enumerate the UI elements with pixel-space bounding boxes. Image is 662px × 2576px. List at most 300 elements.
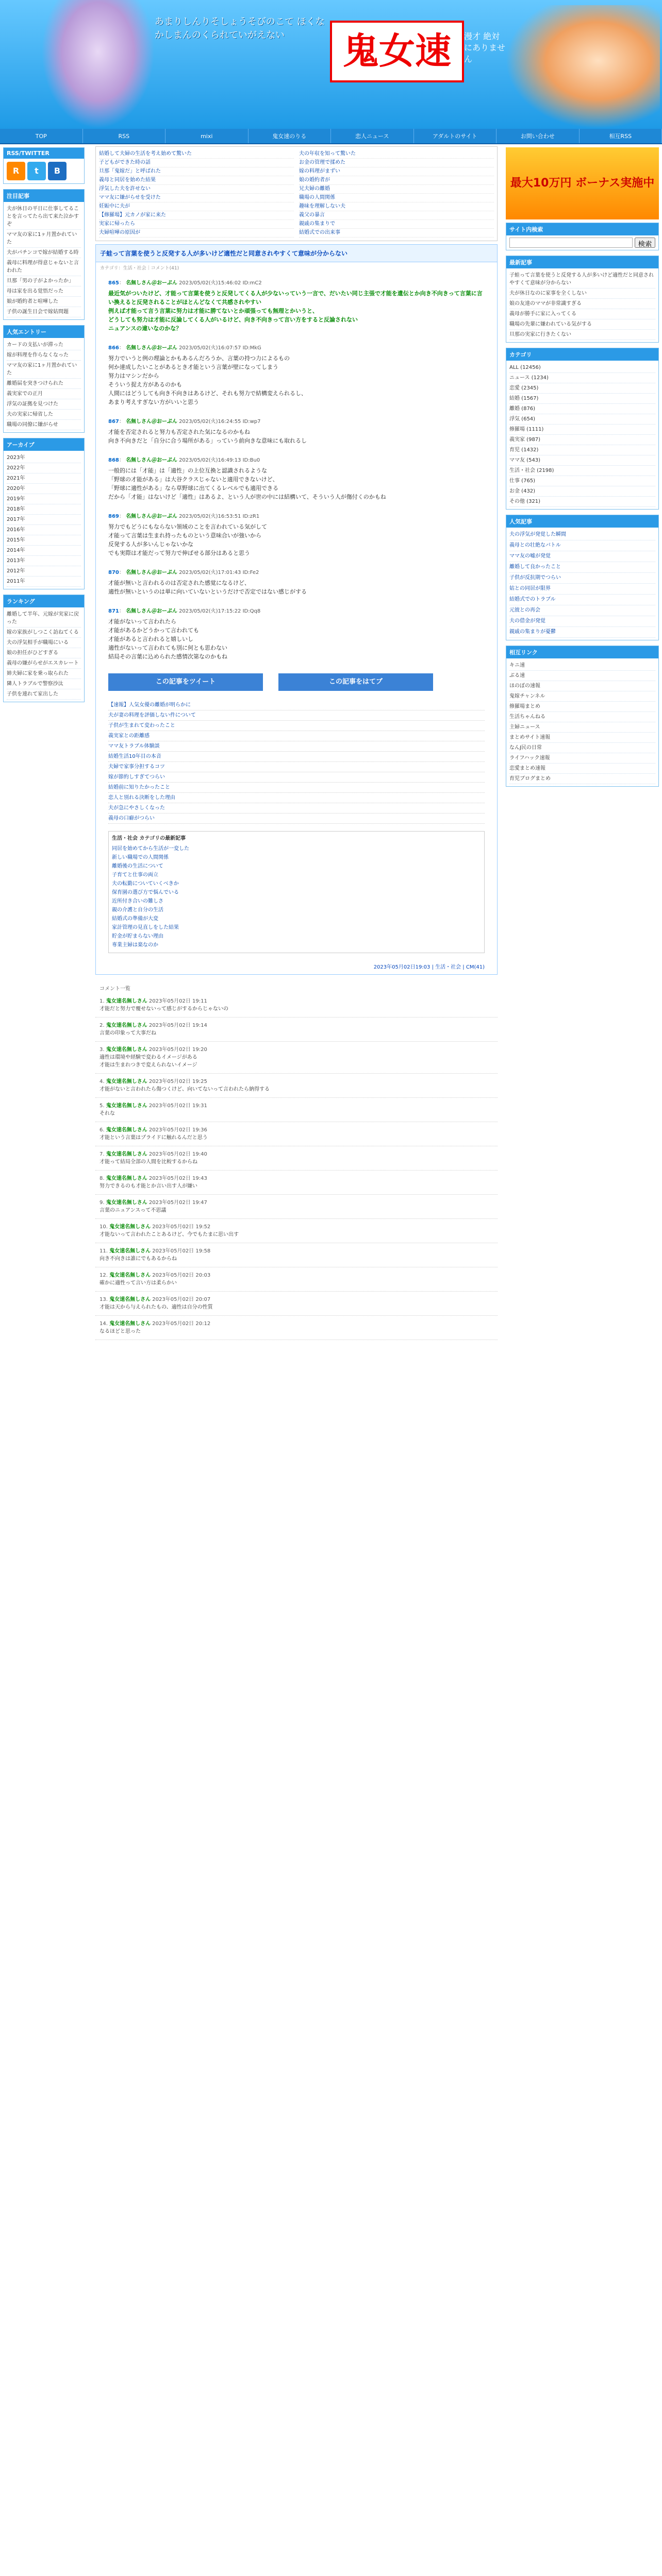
related-item[interactable]: 義母の口癖がつらい [108, 814, 485, 824]
comment-number: 6 [100, 1127, 103, 1133]
post [96, 273, 497, 338]
popular-article-item[interactable]: 義母との壮絶なバトル [509, 540, 655, 551]
popular-article-item[interactable]: 夫の借金が発覚 [509, 616, 655, 627]
category-item[interactable]: 義実家 (987) [509, 435, 655, 445]
comment-author: 鬼女速名無しさん [106, 1176, 147, 1181]
recommend-item[interactable]: 家計管理の見直しをした結果 [112, 925, 179, 930]
blogroll-item[interactable]: 生活ちゃんねる [509, 712, 655, 722]
right-sidebar [503, 144, 662, 792]
header-character-left [41, 0, 155, 129]
post-header: 869： 名無しさん＠おーぷん 2023/05/02(火)16:53:51 ID:zR1 [108, 514, 260, 519]
main-nav [0, 129, 662, 144]
rss-icon[interactable]: R [7, 162, 25, 180]
blogroll-item[interactable]: 主婦ニュース [509, 722, 655, 733]
top-link[interactable]: 浮気した夫を許せない [99, 185, 294, 194]
top-link[interactable]: 義母と同居を始めた結果 [99, 176, 294, 185]
post-author: 名無しさん＠おーぷん [126, 570, 177, 575]
archive-item[interactable]: 2021年 [7, 473, 81, 484]
search-button[interactable]: 検索 [635, 238, 655, 248]
post-body: 最近気がついたけど、才能って言葉を使うと反発してくる人が少ないっていう一言で、だいたい同じ主張で才能を遺伝とか向き不向きって言葉に言い換えると反発されることがほとんどなくて共感されやすい 例えば才能って言う言葉に努力は才能に勝てないとか頑張っても無理とかいうと、 どうしても努力は才能に反論してくる人がいるけど、向き不向きって言い方をすると反論されない ニュアンスの違いなのかな？ [108, 290, 483, 332]
comment [95, 993, 498, 1018]
nav-item-top[interactable]: TOP [0, 129, 83, 143]
archive-item[interactable]: 2012年 [7, 566, 81, 577]
blogroll-item[interactable]: まとめサイト速報 [509, 733, 655, 743]
blogroll-title: 相互リンク [506, 646, 658, 658]
popular-article-item[interactable]: 姑との同居が限界 [509, 584, 655, 595]
recommend-list [112, 844, 481, 950]
search-box-title: サイト内検索 [506, 223, 658, 235]
recommend-item[interactable]: 親の介護と自分の生活 [112, 907, 163, 913]
category-item[interactable]: ALL (12456) [509, 363, 655, 373]
new-article-item[interactable]: 職場の先輩に嫌われている気がする [509, 319, 655, 330]
featured-item[interactable]: 夫がパチンコで嫁が結婚する時 [7, 248, 81, 258]
archive-item[interactable]: 2015年 [7, 535, 81, 546]
social-icons [4, 159, 84, 183]
featured-box-title: 注目記事 [4, 190, 84, 202]
related-item[interactable]: 【速報】人気女優の離婚が明らかに [108, 700, 485, 710]
comment-number: 9 [100, 1200, 103, 1206]
archive-item[interactable]: 2020年 [7, 484, 81, 494]
recommend-item[interactable]: 貯金が貯まらない理由 [112, 934, 163, 939]
popular-list [4, 338, 84, 432]
comment-header: 3. 鬼女速名無しさん 2023年05月02日 19:20 [100, 1047, 207, 1053]
ranking-item[interactable]: 夫の浮気相手が職場にいる [7, 638, 81, 648]
archive-box-title: アーカイブ [4, 438, 84, 451]
ranking-item[interactable]: 離婚して半年、元嫁が実家に戻った [7, 609, 81, 628]
comment-header: 10. 鬼女速名無しさん 2023年05月02日 19:52 [100, 1224, 211, 1230]
category-box [506, 348, 659, 510]
ranking-item[interactable]: 娘の担任がひどすぎる [7, 648, 81, 658]
twitter-icon[interactable]: t [27, 162, 46, 180]
blogroll-item[interactable]: 育児ブログまとめ [509, 774, 655, 784]
category-item[interactable]: 浮気 (654) [509, 414, 655, 425]
feed-box-title: RSS/TWITTER [4, 148, 84, 159]
comment-header: 1. 鬼女速名無しさん 2023年05月02日 19:11 [100, 998, 207, 1004]
hatena-button[interactable]: この記事をはてブ [278, 673, 433, 691]
recommend-item[interactable]: 夫の転勤についていくべきか [112, 881, 179, 887]
top-link[interactable]: 兄夫婦の離婚 [299, 185, 494, 194]
related-item[interactable]: 義実家との距離感 [108, 731, 485, 741]
comment-date: 2023年05月02日 19:43 [148, 1176, 207, 1181]
comment-text: 言葉の印象って大事だね [100, 1030, 156, 1036]
related-item[interactable]: 夫が急にやさしくなった [108, 803, 485, 814]
nav-item-rss[interactable]: RSS [83, 129, 166, 143]
posts-container [96, 273, 497, 666]
popular-article-item[interactable]: 親戚の集まりが憂鬱 [509, 627, 655, 638]
comment-header: 14. 鬼女速名無しさん 2023年05月02日 20:12 [100, 1321, 211, 1327]
new-articles-list [506, 268, 658, 342]
hatena-icon[interactable]: B [48, 162, 67, 180]
popular-item[interactable]: 義実家での正月 [7, 389, 81, 399]
search-input[interactable] [509, 238, 633, 248]
comment-author: 鬼女速名無しさん [106, 998, 147, 1004]
comments-list [95, 993, 498, 1340]
post-body: 一般的には「才能」は「適性」の上位互換と認識されるような 「野球の才能がある」は大谷クラスじゃないと適用できないけど、 「野球に適性がある」なら草野球に出てくるレベルでも適用できる だから「才能」はないけど「適性」はあるよ、という人が世の中には結構いて、そういう人が傷付くのかもね [108, 467, 386, 500]
featured-item[interactable]: 母は家を出る覚悟だった [7, 286, 81, 297]
post [96, 506, 497, 563]
category-item[interactable]: 離婚 (876) [509, 404, 655, 414]
top-link[interactable]: 妊娠中に夫が [99, 202, 294, 211]
post-body: 才能が無いと言われるのは否定された感覚になるけど、 適性が無いというのは単に向いていないというだけで否定ではない感じがする [108, 580, 307, 595]
top-links-col-2 [299, 150, 494, 238]
comment [95, 1042, 498, 1074]
post-id: ID:Qq8 [242, 608, 261, 614]
comment-author: 鬼女速名無しさん [106, 1047, 147, 1053]
featured-box [3, 189, 85, 320]
archive-list [4, 451, 84, 589]
comment-number: 13 [100, 1297, 106, 1302]
comment [95, 1316, 498, 1340]
header-tagline: あまりしんりそしょうそびのこて ほくなかしまんのくられていがえない [155, 16, 325, 41]
article-footer: 2023年05月02日19:03 | 生活・社会 | CM(41) [373, 964, 485, 970]
popular-item[interactable]: 嫁が料理を作らなくなった [7, 350, 81, 361]
archive-item[interactable]: 2017年 [7, 515, 81, 525]
post-date: 2023/05/02(火)17:01:43 [179, 570, 241, 575]
comment-text: 才能ないって言われたことあるけど、今でもたまに思い出す [100, 1232, 239, 1238]
post-author: 名無しさん＠おーぷん [126, 345, 177, 351]
ad-banner[interactable]: 最大10万円 ボーナス実施中 [506, 147, 659, 219]
post-date: 2023/05/02(火)16:53:51 [179, 514, 241, 519]
comment-text: なるほどと思った [100, 1329, 141, 1334]
popular-article-item[interactable]: ママ友の嘘が発覚 [509, 551, 655, 562]
top-link[interactable]: 親戚の集まりで [299, 220, 494, 229]
post-number: 866 [108, 345, 119, 351]
nav-item-about[interactable]: 鬼女速のりる [249, 129, 332, 143]
comment-text: 確かに適性って言い方は柔らかい [100, 1280, 177, 1286]
comment-header: 11. 鬼女速名無しさん 2023年05月02日 19:58 [100, 1248, 211, 1254]
related-item[interactable]: 結婚前に知りたかったこと [108, 783, 485, 793]
post-body: 努力でいうと例の理論とかもあるんだろうか、言葉の持つ力によるもの 何か達成したいことがあるとき才能という言葉が壁になってしまう 努力はマシンだから そういう捉え方があるのかも 人間にはどうしても向き不向きはあるけど、それも努力で結構変えられるし、 あまり考えすぎない方がいいと思う [108, 355, 307, 405]
popular-item[interactable]: カードの支払いが滞った [7, 340, 81, 350]
post-author: 名無しさん＠おーぷん [126, 608, 177, 614]
archive-item[interactable]: 2014年 [7, 546, 81, 556]
featured-item[interactable]: ママ友の家に1ヶ月置かれていた [7, 230, 81, 248]
nav-item-mutual-rss[interactable]: 相互RSS [580, 129, 662, 143]
recommend-item[interactable]: 子育てと仕事の両立 [112, 872, 158, 878]
ranking-item[interactable]: 嫁の家族がしつこく訪ねてくる [7, 628, 81, 638]
top-link[interactable]: 実家に帰ったら [99, 220, 294, 229]
top-link[interactable]: 職場の人間関係 [299, 194, 494, 202]
popular-article-item[interactable]: 夫の浮気が発覚した瞬間 [509, 530, 655, 540]
top-link[interactable]: お金の管理で揉めた [299, 159, 494, 167]
post-header: 870： 名無しさん＠おーぷん 2023/05/02(火)17:01:43 ID:Fe2 [108, 570, 259, 575]
post [96, 450, 497, 506]
comment-author: 鬼女速名無しさん [106, 1023, 147, 1028]
post-id: ID:MkG [242, 345, 261, 351]
article [95, 244, 498, 975]
featured-list [4, 202, 84, 319]
nav-item-news[interactable]: 恋人ニュース [331, 129, 414, 143]
ranking-item[interactable]: 姉夫婦に家を乗っ取られた [7, 669, 81, 679]
comment-header: 9. 鬼女速名無しさん 2023年05月02日 19:47 [100, 1200, 207, 1206]
comments-heading: コメント一覧 [100, 986, 130, 992]
popular-item[interactable]: 職場の同僚に嫌がらせ [7, 420, 81, 430]
ranking-list [4, 607, 84, 702]
comment-number: 5 [100, 1103, 103, 1109]
category-item[interactable]: 育児 (1432) [509, 445, 655, 455]
post-header: 866： 名無しさん＠おーぷん 2023/05/02(火)16:07:57 ID:MkG [108, 345, 261, 351]
archive-item[interactable]: 2018年 [7, 504, 81, 515]
comment-author: 鬼女速名無しさん [106, 1200, 147, 1206]
popular-box [3, 325, 85, 433]
top-link[interactable]: 趣味を理解しない夫 [299, 202, 494, 211]
recommend-item[interactable]: 保育園の選び方で悩んでいる [112, 890, 179, 895]
main-column [95, 144, 498, 1340]
comment-header: 7. 鬼女速名無しさん 2023年05月02日 19:40 [100, 1151, 207, 1157]
blogroll-box [506, 646, 659, 787]
new-article-item[interactable]: 旦那の実家に行きたくない [509, 330, 655, 340]
post-id: ID:Fe2 [242, 570, 259, 575]
blogroll-item[interactable]: ぶる速 [509, 671, 655, 681]
comment-header: 12. 鬼女速名無しさん 2023年05月02日 20:03 [100, 1273, 211, 1278]
comment [95, 1018, 498, 1042]
blogroll-item[interactable]: ほのぼの速報 [509, 681, 655, 691]
left-sidebar [0, 144, 88, 707]
popular-article-item[interactable]: 元彼との再会 [509, 605, 655, 616]
post-date: 2023/05/02(火)17:15:22 [179, 608, 241, 614]
popular-item[interactable]: 夫の実家に帰省した [7, 410, 81, 420]
comment-author: 鬼女速名無しさん [106, 1079, 147, 1084]
popular-articles-title: 人気記事 [506, 515, 658, 528]
top-link[interactable]: 結婚して夫婦の生活を考え始めて驚いた [99, 150, 294, 159]
comment-date: 2023年05月02日 19:25 [148, 1079, 207, 1084]
comment-text: 努力できるのも才能とか言い出す人が嫌い [100, 1183, 197, 1189]
recommend-item[interactable]: 新しい職場での人間関係 [112, 855, 169, 860]
post-header: 867： 名無しさん＠おーぷん 2023/05/02(火)16:24:55 ID:wp7 [108, 419, 261, 425]
top-link[interactable]: 娘の婚約者が [299, 176, 494, 185]
comment [95, 1195, 498, 1219]
new-article-item[interactable]: 義母が勝手に家に入ってくる [509, 309, 655, 319]
blogroll-item[interactable]: キニ速 [509, 660, 655, 671]
comment-date: 2023年05月02日 19:31 [148, 1103, 207, 1109]
top-link[interactable]: 義父の暴言 [299, 211, 494, 220]
comment-date: 2023年05月02日 19:47 [148, 1200, 207, 1206]
post-number: 867 [108, 419, 119, 425]
comment-date: 2023年05月02日 20:07 [152, 1297, 211, 1302]
post [96, 412, 497, 450]
post-id: ID:zR1 [242, 514, 260, 519]
recommend-item[interactable]: 専業主婦は楽なのか [112, 942, 158, 948]
category-item[interactable]: その他 (321) [509, 497, 655, 507]
related-item[interactable]: 子供が生まれて変わったこと [108, 721, 485, 731]
article-title[interactable]: 子蛙って言葉を使うと反発する人が多いけど適性だと同意されやすくて意味が分からない [96, 245, 497, 262]
popular-item[interactable]: 浮気の証拠を見つけた [7, 399, 81, 410]
category-item[interactable]: 恋愛 (2345) [509, 383, 655, 394]
featured-item[interactable]: 娘が婚約者と喧嘩した [7, 297, 81, 307]
blogroll-item[interactable]: 恋愛まとめ速報 [509, 764, 655, 774]
comment [95, 1267, 498, 1292]
comment-header: 13. 鬼女速名無しさん 2023年05月02日 20:07 [100, 1297, 211, 1302]
ranking-item[interactable]: 隣人トラブルで警察沙汰 [7, 679, 81, 689]
comment [95, 1171, 498, 1195]
comment [95, 1292, 498, 1316]
archive-item[interactable]: 2013年 [7, 556, 81, 566]
share-buttons [96, 666, 497, 698]
post-date: 2023/05/02(火)15:46:02 [179, 280, 241, 286]
comment-number: 4 [100, 1079, 103, 1084]
related-item[interactable]: 夫が妻の料理を評価しない件について [108, 710, 485, 721]
ranking-item[interactable]: 義母の嫌がらせがエスカレート [7, 658, 81, 669]
recommend-box [108, 831, 485, 953]
popular-box-title: 人気エントリー [4, 326, 84, 338]
blogroll-item[interactable]: 鬼嫁チャンネル [509, 691, 655, 702]
comment [95, 1219, 498, 1243]
related-item[interactable]: 夫婦で家事分担するコツ [108, 762, 485, 772]
archive-item[interactable]: 2016年 [7, 525, 81, 535]
related-item[interactable]: 結婚生活10年目の本音 [108, 752, 485, 762]
new-article-item[interactable]: 夫が休日なのに家事を全くしない [509, 289, 655, 299]
post-header: 865： 名無しさん＠おーぷん 2023/05/02(火)15:46:02 ID:mC2 [108, 280, 262, 286]
blogroll-item[interactable]: なんJ民の日常 [509, 743, 655, 753]
comment-author: 鬼女速名無しさん [109, 1224, 151, 1230]
comment-author: 鬼女速名無しさん [109, 1321, 151, 1327]
new-article-item[interactable]: 子蛙って言葉を使うと反発する人が多いけど適性だと同意されやすくて意味が分からない [509, 270, 655, 289]
post-date: 2023/05/02(火)16:24:55 [179, 419, 241, 425]
header-character-right [505, 5, 660, 129]
comment-text: 才能だと努力で覆せないって感じがするからじゃないの [100, 1006, 228, 1012]
category-item[interactable]: ママ友 (543) [509, 455, 655, 466]
popular-article-item[interactable]: 離婚して良かったこと [509, 562, 655, 573]
comment-author: 鬼女速名無しさん [106, 1127, 147, 1133]
post-body: 才能がないって言われたら 才能があるかどうかって言われても 才能があると言われると嬉しいし 適性がないって言われても別に何とも思わない 結局その言葉に込められた感情次第なのかもね [108, 618, 227, 660]
featured-item[interactable]: 夫が休日の平日に仕事してることを言ってたら出て来た泣かすぞ [7, 204, 81, 230]
recommend-item[interactable]: 離婚後の生活について [112, 863, 163, 869]
post-number: 868 [108, 457, 119, 463]
comment-date: 2023年05月02日 19:11 [148, 998, 207, 1004]
popular-articles-list [506, 528, 658, 640]
search-box [506, 223, 659, 250]
new-article-item[interactable]: 娘の友達のママが非常識すぎる [509, 299, 655, 309]
post-body: 努力でもどうにもならない領域のことを言われている気がして 才能って言葉は生まれ持ったものという意味合いが強いから 反発する人が多いんじゃないかな でも実際は才能だって努力で伸ばせる部分はあると思う [108, 523, 267, 556]
recommend-item[interactable]: 結婚式の準備が大変 [112, 916, 158, 922]
tweet-button[interactable]: この記事をツイート [108, 673, 263, 691]
comment-header: 5. 鬼女速名無しさん 2023年05月02日 19:31 [100, 1103, 207, 1109]
category-list [506, 361, 658, 509]
comment-text: 才能は天から与えられたもの、適性は自分の性質 [100, 1304, 213, 1310]
comment-number: 7 [100, 1151, 103, 1157]
popular-articles-box [506, 515, 659, 640]
nav-item-mixi[interactable]: mixi [166, 129, 249, 143]
comment [95, 1243, 498, 1267]
category-item[interactable]: ニュース (1234) [509, 373, 655, 383]
recommend-item[interactable]: 同居を始めてから生活が一変した [112, 846, 189, 852]
ranking-box-title: ランキング [4, 595, 84, 607]
category-item[interactable]: 結婚 (1567) [509, 394, 655, 404]
category-item[interactable]: 修羅場 (1111) [509, 425, 655, 435]
post [96, 338, 497, 412]
category-title: カテゴリ [506, 348, 658, 361]
nav-item-contact[interactable]: お問い合わせ [496, 129, 580, 143]
post [96, 601, 497, 666]
comment-number: 2 [100, 1023, 103, 1028]
post-date: 2023/05/02(火)16:49:13 [179, 457, 241, 463]
related-item[interactable]: ママ友トラブル体験談 [108, 741, 485, 752]
post-number: 870 [108, 570, 119, 575]
post-date: 2023/05/02(火)16:07:57 [179, 345, 241, 351]
ranking-item[interactable]: 子供を連れて家出した [7, 689, 81, 700]
comment-text: 適性は環境や経験で変わるイメージがある 才能は生まれつきで変えられないイメージ [100, 1055, 197, 1068]
related-list [96, 698, 497, 826]
comment-text: それな [100, 1111, 115, 1116]
post-header: 868： 名無しさん＠おーぷん 2023/05/02(火)16:49:13 ID:Bu0 [108, 457, 260, 463]
category-item[interactable]: 仕事 (765) [509, 476, 655, 486]
post-number: 865 [108, 280, 119, 286]
popular-item[interactable]: 離婚届を突きつけられた [7, 379, 81, 389]
comment-author: 鬼女速名無しさん [109, 1297, 151, 1302]
top-links-box [95, 146, 498, 241]
archive-item[interactable]: 2023年 [7, 453, 81, 463]
top-link[interactable]: 子どもができた時の話 [99, 159, 294, 167]
ranking-box [3, 595, 85, 702]
popular-article-item[interactable]: 子供が反抗期でつらい [509, 573, 655, 584]
post-number: 871 [108, 608, 119, 614]
comment-header: 4. 鬼女速名無しさん 2023年05月02日 19:25 [100, 1079, 207, 1084]
nav-item-adult[interactable]: アダルトのサイト [414, 129, 497, 143]
comment-header: 6. 鬼女速名無しさん 2023年05月02日 19:36 [100, 1127, 207, 1133]
top-link[interactable]: 結婚式での出来事 [299, 229, 494, 238]
comment-text: 才能がないと言われたら傷つくけど、向いてないって言われたら納得する [100, 1087, 270, 1092]
post-header: 871： 名無しさん＠おーぷん 2023/05/02(火)17:15:22 ID:Qq8 [108, 608, 261, 614]
post-id: ID:Bu0 [242, 457, 260, 463]
featured-item[interactable]: 旦那「男の子がよかったか」 [7, 276, 81, 286]
top-link[interactable]: 【修羅場】元カノが家に来た [99, 211, 294, 220]
recommend-title: 生活・社会 カテゴリの最新記事 [112, 836, 186, 841]
comment-text: 向き不向きは誰にでもあるからね [100, 1256, 177, 1262]
comment [95, 1098, 498, 1122]
related-item[interactable]: 嫁が節約しすぎてつらい [108, 772, 485, 783]
comment-date: 2023年05月02日 19:40 [148, 1151, 207, 1157]
featured-item[interactable]: 義母に料理が得意じゃないと言われた [7, 258, 81, 276]
comment-author: 鬼女速名無しさん [109, 1248, 151, 1254]
category-item[interactable]: お金 (432) [509, 486, 655, 497]
archive-item[interactable]: 2022年 [7, 463, 81, 473]
post-number: 869 [108, 514, 119, 519]
archive-item[interactable]: 2011年 [7, 577, 81, 587]
comment-number: 14 [100, 1321, 106, 1327]
new-articles-box [506, 256, 659, 343]
comment-number: 3 [100, 1047, 103, 1053]
comment-date: 2023年05月02日 20:12 [152, 1321, 211, 1327]
comment-number: 1 [100, 998, 103, 1004]
comment-date: 2023年05月02日 19:20 [148, 1047, 207, 1053]
comment-number: 10 [100, 1224, 106, 1230]
comment-author: 鬼女速名無しさん [109, 1273, 151, 1278]
popular-item[interactable]: ママ友の家に1ヶ月置かれていた [7, 361, 81, 379]
comment-number: 8 [100, 1176, 103, 1181]
blogroll-item[interactable]: 修羅場まとめ [509, 702, 655, 712]
site-logo[interactable]: 鬼女速 [330, 21, 464, 82]
featured-item[interactable]: 子供の誕生日会で嫁姑問題 [7, 307, 81, 317]
top-link[interactable]: 夫の年収を知って驚いた [299, 150, 494, 159]
top-links-col-1 [99, 150, 294, 238]
comment-text: 言葉のニュアンスって不思議 [100, 1208, 167, 1213]
category-item[interactable]: 生活・社会 (2198) [509, 466, 655, 476]
comment-date: 2023年05月02日 20:03 [152, 1273, 211, 1278]
comment-header: 2. 鬼女速名無しさん 2023年05月02日 19:14 [100, 1023, 207, 1028]
related-item[interactable]: 恋人と別れる決断をした理由 [108, 793, 485, 803]
popular-article-item[interactable]: 結婚式でのトラブル [509, 595, 655, 605]
top-link[interactable]: 嫁の料理がまずい [299, 167, 494, 176]
archive-item[interactable]: 2019年 [7, 494, 81, 504]
comment-date: 2023年05月02日 19:52 [152, 1224, 211, 1230]
top-link[interactable]: 旦那「鬼嫁だ」と呼ばれた [99, 167, 294, 176]
blogroll-item[interactable]: ライフハック速報 [509, 753, 655, 764]
top-link[interactable]: ママ友に嫌がらせを受けた [99, 194, 294, 202]
comment-date: 2023年05月02日 19:36 [148, 1127, 207, 1133]
recommend-item[interactable]: 近所付き合いの難しさ [112, 899, 163, 904]
comment-text: 才能って結局全部の人間を比較するからね [100, 1159, 197, 1165]
top-link[interactable]: 夫婦喧嘩の原因が [99, 229, 294, 238]
